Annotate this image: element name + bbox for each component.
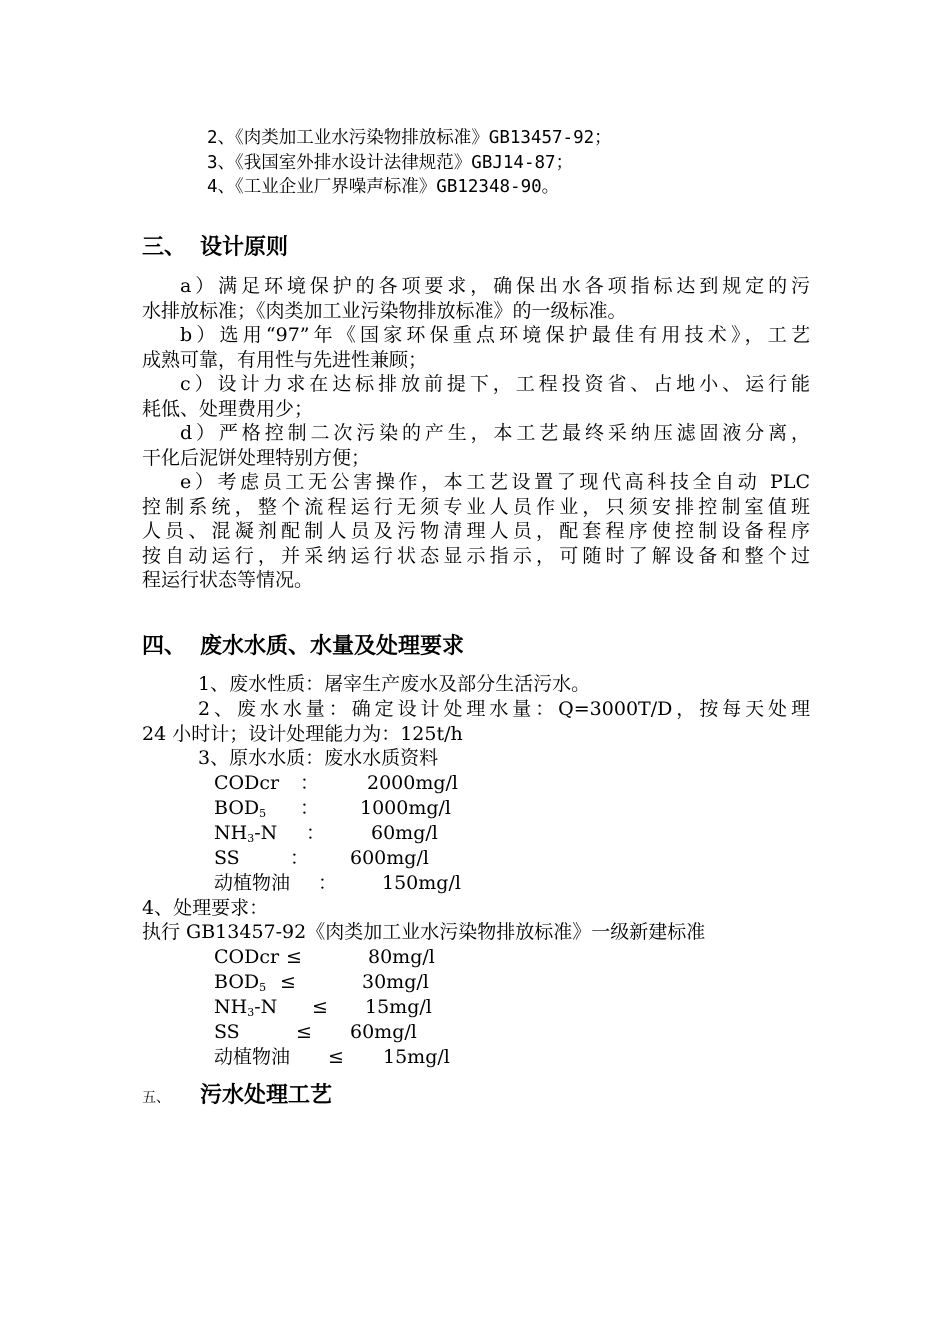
parameter-value: 15mg/l <box>383 1046 450 1068</box>
raw-quality-row <box>0 871 950 895</box>
raw-quality-row <box>0 771 950 795</box>
reference-item: 4、《工业企业厂界噪声标准》GB12348-90。 <box>207 177 560 197</box>
parameter-value: 600mg/l <box>350 847 429 869</box>
parameter-separator: ≤ <box>296 1021 312 1043</box>
parameter-value: 80mg/l <box>368 946 435 968</box>
limit-row <box>0 945 950 969</box>
parameter-separator: ： <box>300 797 320 819</box>
section-heading <box>142 234 288 262</box>
parameter-separator: ： <box>318 872 338 894</box>
parameter-name: SS <box>214 1021 240 1043</box>
parameter-separator: ≤ <box>328 1046 344 1068</box>
paragraph-line: e）考虑员工无公害操作，本工艺设置了现代高科技全自动 PLC <box>180 471 810 493</box>
parameter-name: 动植物油 <box>214 1046 291 1068</box>
parameter-name: 动植物油 <box>214 872 291 894</box>
parameter-separator: ： <box>300 772 320 794</box>
parameter-separator: ≤ <box>312 996 328 1018</box>
paragraph-line: 干化后泥饼处理特别方便； <box>142 446 371 469</box>
paragraph-line: d）严格控制二次污染的产生，本工艺最终采纳压滤固液分离， <box>180 422 810 444</box>
wastewater-volume <box>142 697 810 746</box>
paragraph-line: c）设计力求在达标排放前提下，工程投资省、占地小、运行能 <box>180 373 810 395</box>
paragraph-line: 耗低、处理费用少； <box>142 397 314 420</box>
parameter-value: 30mg/l <box>362 971 429 993</box>
reference-item: 2、《肉类加工业水污染物排放标准》GB13457-92； <box>207 128 612 148</box>
parameter-value: 15mg/l <box>365 996 432 1018</box>
parameter-value: 150mg/l <box>382 872 461 894</box>
limit-row <box>0 970 950 994</box>
parameter-value: 60mg/l <box>371 822 438 844</box>
section-title: 设计原则 <box>200 235 289 260</box>
parameter-value: 2000mg/l <box>367 772 459 794</box>
paragraph-line: 程运行状态等情况。 <box>142 569 314 591</box>
section-title: 废水水质、水量及处理要求 <box>200 634 465 659</box>
section-heading <box>142 1082 332 1112</box>
parameter-name: $NH_3-N$ <box>214 996 278 1019</box>
treatment-requirements-heading: 4、处理要求： <box>142 897 269 919</box>
parameter-separator: ≤ <box>286 946 302 968</box>
raw-quality-row <box>0 821 950 845</box>
section-number: 三、 <box>142 235 187 260</box>
paragraph-line: 按自动运行，并采纳运行状态显示指示，可随时了解设备和整个过 <box>142 544 810 567</box>
design-principles <box>142 274 810 593</box>
section-title: 污水处理工艺 <box>200 1083 333 1108</box>
section-number: 四、 <box>142 634 187 659</box>
parameter-value: 1000mg/l <box>360 797 452 819</box>
raw-water-quality-heading: 3、原水水质：废水水质资料 <box>198 747 439 769</box>
paragraph-line: b）选用“97”年《国家环保重点环境保护最佳有用技术》，工艺 <box>180 324 810 346</box>
parameter-name: CODcr <box>214 946 280 968</box>
raw-quality-row <box>0 796 950 820</box>
reference-item: 3、《我国室外排水设计法律规范》GBJ14-87； <box>207 153 574 173</box>
parameter-value: 60mg/l <box>350 1021 417 1043</box>
wastewater-nature: 1、废水性质：屠宰生产废水及部分生活污水。 <box>198 673 591 695</box>
paragraph-line: 人员、混凝剂配制人员及污物清理人员，配套程序使控制设备程序 <box>142 520 810 542</box>
limit-row <box>0 1020 950 1044</box>
section-heading <box>142 633 464 661</box>
paragraph-line: 成熟可靠，有用性与先进性兼顾； <box>142 348 428 371</box>
parameter-name: $BOD_5$ <box>214 797 267 820</box>
paragraph-line: 水排放标准；《肉类加工业污染物排放标准》的一级标准。 <box>142 299 627 322</box>
parameter-name: $BOD_5$ <box>214 971 267 994</box>
paragraph-line: 2、废水水量：确定设计处理水量：Q=3000T/D，按每天处理 <box>198 698 810 720</box>
parameter-separator: ： <box>290 847 310 869</box>
discharge-standard-line: 执行 GB13457-92《肉类加工业水污染物排放标准》一级新建标准 <box>142 921 706 943</box>
parameter-name: CODcr <box>214 772 280 794</box>
limit-row <box>0 1045 950 1069</box>
parameter-name: $NH_3-N$ <box>214 822 278 845</box>
paragraph-line: 控制系统，整个流程运行无须专业人员作业，只须安排控制室值班 <box>142 495 810 518</box>
paragraph-line: a）满足环境保护的各项要求，确保出水各项指标达到规定的污 <box>180 275 810 297</box>
limit-row <box>0 995 950 1019</box>
section-number: 五、 <box>142 1090 170 1106</box>
paragraph-line: 24 小时计；设计处理能力为：125t/h <box>142 722 463 745</box>
parameter-name: SS <box>214 847 240 869</box>
raw-quality-row <box>0 846 950 870</box>
parameter-separator: ： <box>306 822 326 844</box>
parameter-separator: ≤ <box>280 971 296 993</box>
